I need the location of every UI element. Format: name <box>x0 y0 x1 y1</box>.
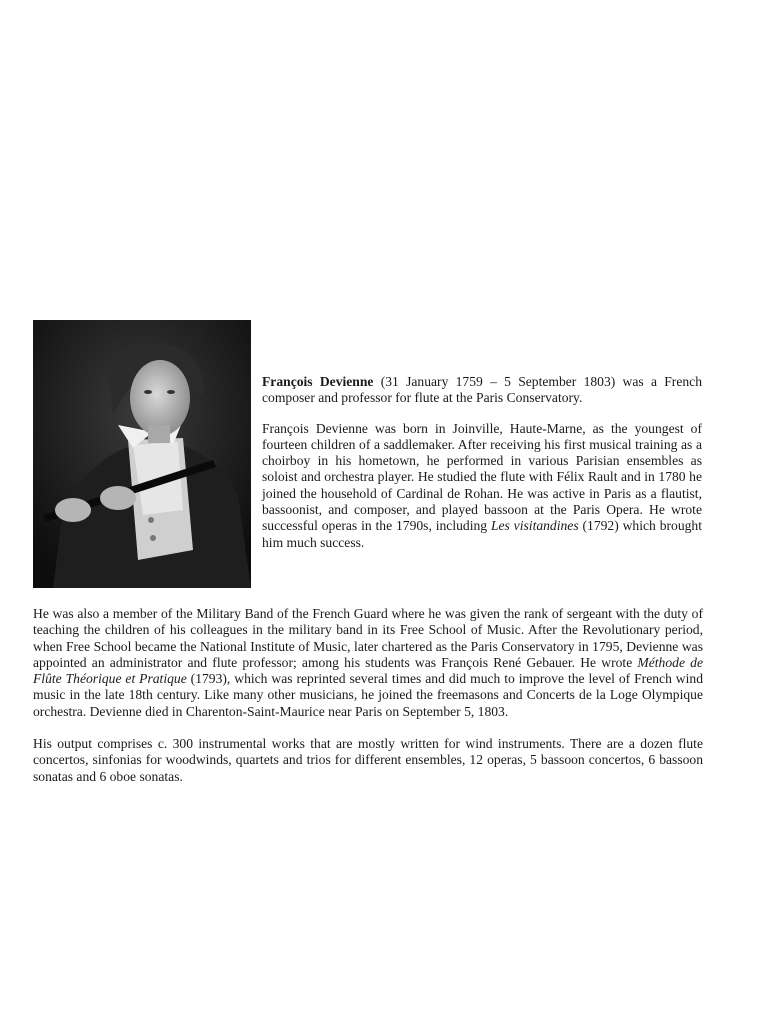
intro-text-block <box>262 374 702 565</box>
portrait-image <box>33 320 251 588</box>
output-paragraph: His output comprises c. 300 instrumental works that are mostly written for wind instruments. There are a dozen flute concertos, sinfonias for woodwinds, quartets and trios for different ensembles, 12 operas, 5 bassoon concertos, 6 bassoon sonatas and 6 oboe sonatas. <box>33 736 703 784</box>
opera-title: Les visitandines <box>490 518 579 534</box>
biography-paragraph <box>262 421 702 551</box>
career-text-end: (1793), which was reprinted several times and did much to improve the level of French wind music in the late 18th century. Like many other musicians, he joined the freemasons and Concerts de la Loge Olympique orchestra. Devienne died in Charenton-Saint-Maurice near Paris on September 5, 1803. <box>33 671 703 719</box>
biography-text: François Devienne was born in Joinville, Haute-Marne, as the youngest of fourteen children of a saddlemaker. After receiving his first musical training as a choirboy in his hometown, he performed in various Parisian ensembles as soloist and orchestra player. He studied the flute with Félix Rault and in 1780 he joined the household of Cardinal de Rohan. He was active in Paris as a flautist, bassoonist, and composer, and played bassoon at the Paris Opera. He wrote successful operas in the 1790s, including <box>262 420 702 534</box>
biography-text-end: (1792) which brought him much success. <box>262 518 702 550</box>
method-title: Méthode de Flûte Théorique et Pratique <box>33 654 703 687</box>
composer-name: François Devienne <box>262 374 374 389</box>
career-text: He was also a member of the Military Band of the French Guard where he was given the rank of sergeant with the duty of teaching the children of his colleagues in the military band in its Free School of Music. After the Revolutionary period, when Free School became the National Institute of Music, later chartered as the Paris Conservatory in 1795, Devienne was appointed an administrator and flute professor; among his students was François René Gebauer. He wrote <box>33 606 703 670</box>
intro-paragraph <box>262 374 702 407</box>
lifespan-text: (31 January 1759 – 5 September 1803) was a French composer and professor for flute at the Paris Conservatory. <box>262 374 702 406</box>
career-paragraph <box>33 606 703 720</box>
body-text-block <box>33 606 703 801</box>
